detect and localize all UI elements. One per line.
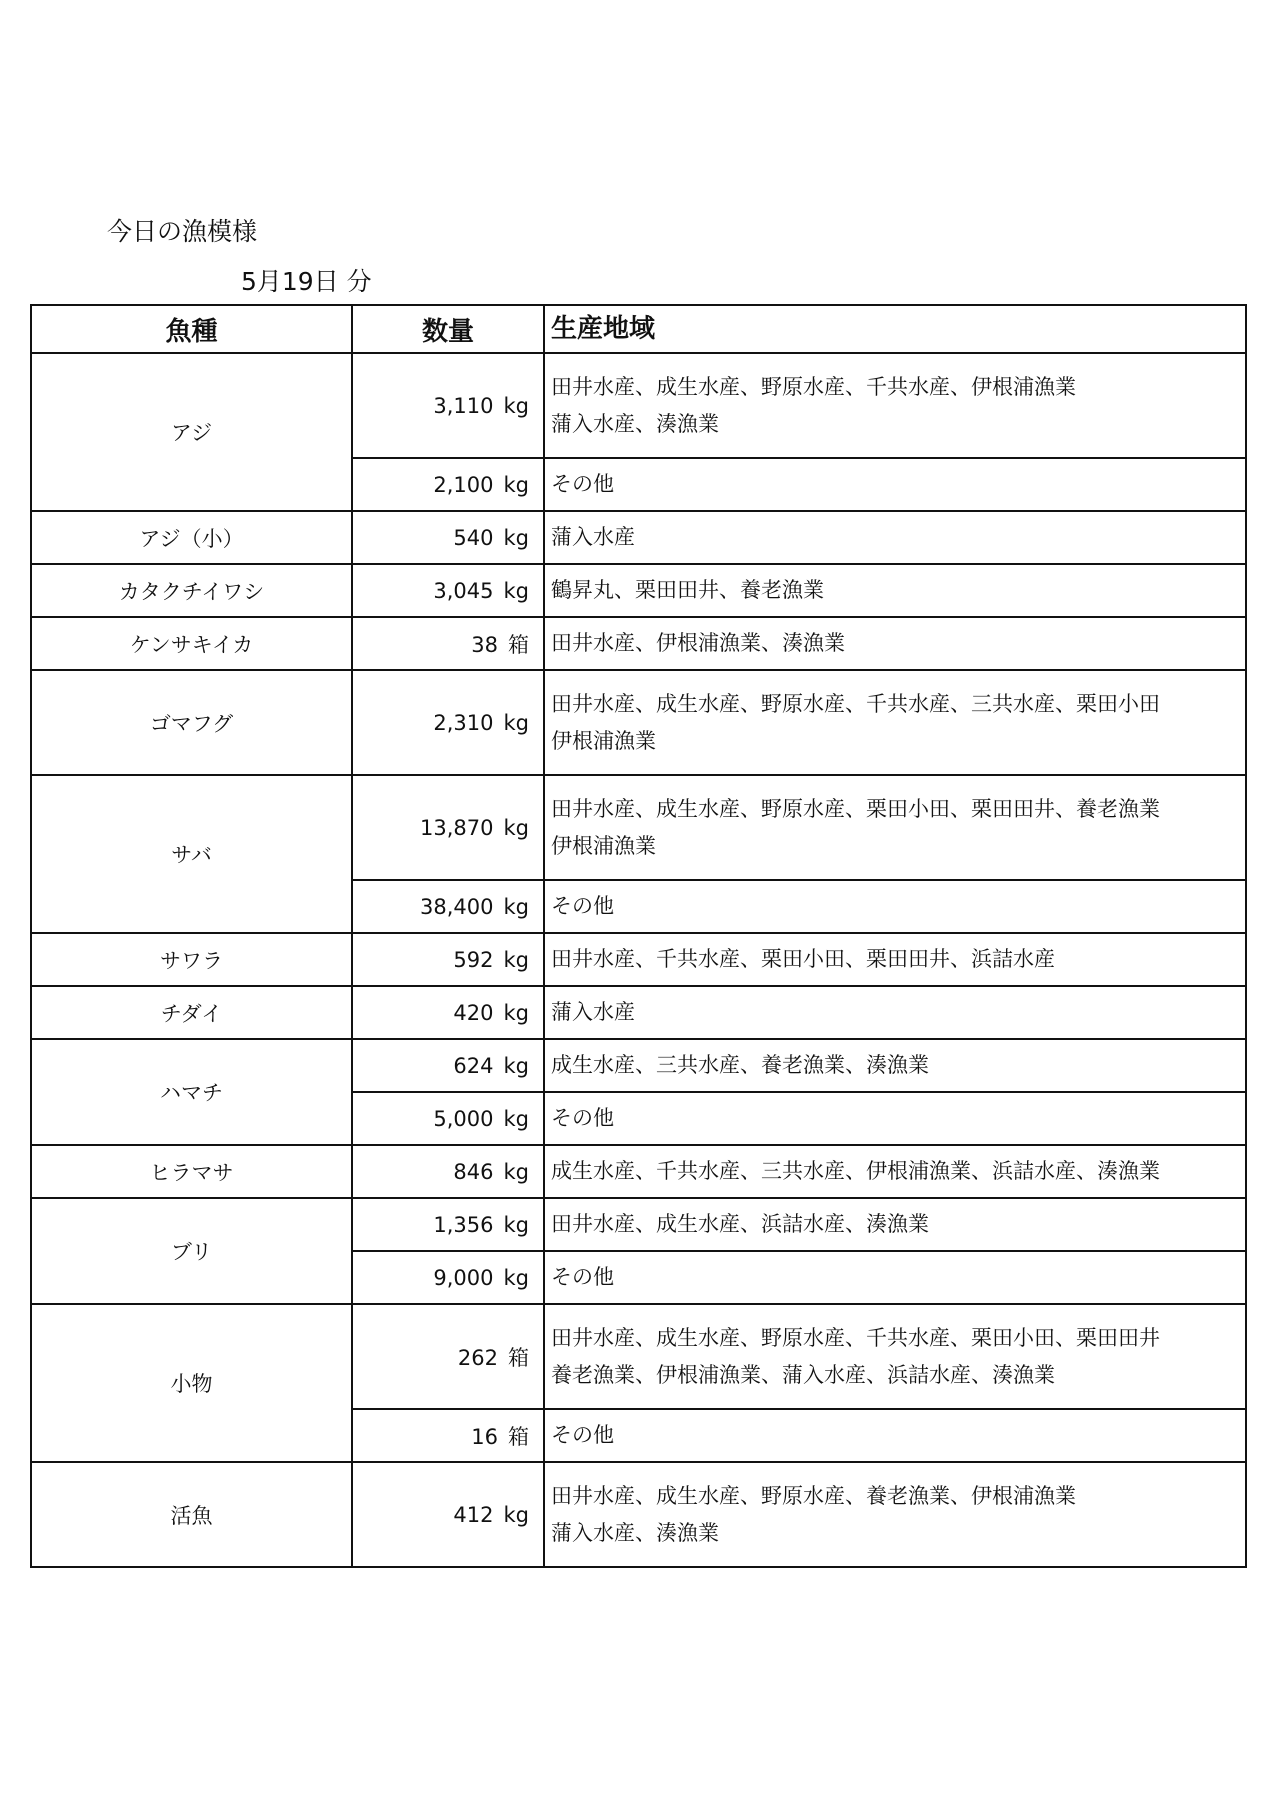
quantity-cell (352, 1462, 544, 1567)
quantity-unit: 箱 (508, 1345, 529, 1370)
origin-cell (544, 353, 1246, 458)
quantity-value: 846 (453, 1159, 494, 1184)
quantity-value: 592 (453, 947, 494, 972)
table-header-row (31, 305, 1246, 353)
quantity-cell (352, 1092, 544, 1145)
quantity-unit: kg (503, 1159, 529, 1184)
origin-line: その他 (551, 1265, 614, 1289)
origin-cell (544, 1145, 1246, 1198)
origin-line: 成生水産、三共水産、養老漁業、湊漁業 (551, 1053, 929, 1077)
table-row (31, 1462, 1246, 1567)
origin-line: 蒲入水産、湊漁業 (551, 1520, 719, 1545)
column-header-quantity: 数量 (352, 305, 544, 353)
origin-cell (544, 933, 1246, 986)
fish-name-cell: チダイ (31, 986, 352, 1039)
origin-line: 成生水産、千共水産、三共水産、伊根浦漁業、浜詰水産、湊漁業 (551, 1159, 1160, 1183)
origin-line: その他 (551, 894, 614, 918)
table-row (31, 775, 1246, 880)
origin-cell (544, 1462, 1246, 1567)
catch-table (30, 304, 1247, 1568)
origin-line: 田井水産、成生水産、野原水産、千共水産、伊根浦漁業 (551, 374, 1076, 399)
quantity-cell (352, 564, 544, 617)
quantity-cell (352, 458, 544, 511)
fish-name-cell: アジ (31, 353, 352, 511)
quantity-unit: kg (503, 578, 529, 603)
origin-line: 田井水産、成生水産、野原水産、千共水産、三共水産、栗田小田 (551, 691, 1160, 716)
origin-cell (544, 1251, 1246, 1304)
column-header-fish: 魚種 (31, 305, 352, 353)
quantity-cell (352, 1251, 544, 1304)
origin-line: 田井水産、伊根浦漁業、湊漁業 (551, 631, 845, 655)
origin-cell (544, 670, 1246, 775)
quantity-value: 1,356 (433, 1212, 494, 1237)
origin-cell (544, 1409, 1246, 1462)
quantity-unit: kg (503, 472, 529, 497)
table-row (31, 564, 1246, 617)
quantity-value: 38 (471, 632, 498, 657)
column-header-origin: 生産地域 (544, 305, 1246, 353)
quantity-value: 2,310 (433, 710, 494, 735)
quantity-value: 262 (457, 1345, 498, 1370)
quantity-value: 9,000 (433, 1265, 494, 1290)
table-row (31, 670, 1246, 775)
quantity-cell (352, 933, 544, 986)
quantity-cell (352, 775, 544, 880)
origin-cell (544, 617, 1246, 670)
table-row (31, 353, 1246, 458)
quantity-value: 16 (471, 1424, 498, 1449)
quantity-unit: kg (503, 1053, 529, 1078)
quantity-unit: kg (503, 393, 529, 418)
quantity-cell (352, 1198, 544, 1251)
fish-name-cell: サワラ (31, 933, 352, 986)
origin-cell (544, 511, 1246, 564)
quantity-unit: kg (503, 894, 529, 919)
origin-cell (544, 1039, 1246, 1092)
quantity-cell (352, 1409, 544, 1462)
quantity-unit: kg (503, 947, 529, 972)
quantity-value: 540 (453, 525, 494, 550)
quantity-unit: kg (503, 1265, 529, 1290)
origin-line: その他 (551, 472, 614, 496)
quantity-value: 412 (453, 1502, 494, 1527)
quantity-cell (352, 880, 544, 933)
quantity-cell (352, 353, 544, 458)
table-row (31, 1039, 1246, 1092)
origin-line: 蒲入水産 (551, 1000, 635, 1024)
table-row (31, 1145, 1246, 1198)
fish-name-cell: ヒラマサ (31, 1145, 352, 1198)
quantity-unit: kg (503, 1502, 529, 1527)
quantity-value: 2,100 (433, 472, 494, 497)
table-row (31, 1304, 1246, 1409)
fish-name-cell: 活魚 (31, 1462, 352, 1567)
origin-line: 田井水産、千共水産、栗田小田、栗田田井、浜詰水産 (551, 947, 1055, 971)
fish-name-cell: アジ（小） (31, 511, 352, 564)
quantity-unit: kg (503, 1212, 529, 1237)
quantity-unit: kg (503, 525, 529, 550)
origin-line: 鶴昇丸、栗田田井、養老漁業 (551, 578, 824, 602)
fish-name-cell: ハマチ (31, 1039, 352, 1145)
origin-line: 蒲入水産 (551, 525, 635, 549)
quantity-value: 624 (453, 1053, 494, 1078)
table-body (31, 353, 1246, 1567)
origin-line: 田井水産、成生水産、野原水産、栗田小田、栗田田井、養老漁業 (551, 796, 1160, 821)
quantity-cell (352, 986, 544, 1039)
origin-line: 田井水産、成生水産、野原水産、養老漁業、伊根浦漁業 (551, 1483, 1076, 1508)
fish-name-cell: ケンサキイカ (31, 617, 352, 670)
origin-line: 伊根浦漁業 (551, 728, 656, 753)
origin-line: 蒲入水産、湊漁業 (551, 411, 719, 436)
quantity-unit: 箱 (508, 632, 529, 657)
quantity-cell (352, 670, 544, 775)
quantity-value: 3,045 (433, 578, 494, 603)
quantity-unit: kg (503, 1000, 529, 1025)
quantity-cell (352, 617, 544, 670)
quantity-cell (352, 1145, 544, 1198)
quantity-cell (352, 1039, 544, 1092)
origin-cell (544, 1304, 1246, 1409)
origin-cell (544, 458, 1246, 511)
quantity-unit: kg (503, 815, 529, 840)
fish-name-cell: ゴマフグ (31, 670, 352, 775)
fish-name-cell: サバ (31, 775, 352, 933)
quantity-unit: kg (503, 710, 529, 735)
fish-name-cell: 小物 (31, 1304, 352, 1462)
origin-line: その他 (551, 1423, 614, 1447)
origin-cell (544, 1198, 1246, 1251)
quantity-unit: 箱 (508, 1424, 529, 1449)
quantity-value: 3,110 (433, 393, 494, 418)
quantity-value: 5,000 (433, 1106, 494, 1131)
origin-cell (544, 880, 1246, 933)
origin-cell (544, 564, 1246, 617)
origin-cell (544, 986, 1246, 1039)
table-row (31, 617, 1246, 670)
quantity-value: 13,870 (420, 815, 494, 840)
origin-line: 伊根浦漁業 (551, 833, 656, 858)
fish-name-cell: ブリ (31, 1198, 352, 1304)
table-row (31, 511, 1246, 564)
fish-name-cell: カタクチイワシ (31, 564, 352, 617)
quantity-cell (352, 1304, 544, 1409)
table-row (31, 1198, 1246, 1251)
origin-line: 田井水産、成生水産、浜詰水産、湊漁業 (551, 1212, 929, 1236)
quantity-cell (352, 511, 544, 564)
origin-line: その他 (551, 1106, 614, 1130)
table-row (31, 986, 1246, 1039)
table-row (31, 933, 1246, 986)
page-title: 今日の漁模様 (107, 217, 258, 246)
origin-cell (544, 1092, 1246, 1145)
quantity-value: 38,400 (420, 894, 494, 919)
quantity-unit: kg (503, 1106, 529, 1131)
origin-cell (544, 775, 1246, 880)
origin-line: 養老漁業、伊根浦漁業、蒲入水産、浜詰水産、湊漁業 (551, 1362, 1055, 1387)
origin-line: 田井水産、成生水産、野原水産、千共水産、栗田小田、栗田田井 (551, 1325, 1160, 1350)
report-date: 5月19日 分 (241, 267, 372, 296)
quantity-value: 420 (453, 1000, 494, 1025)
